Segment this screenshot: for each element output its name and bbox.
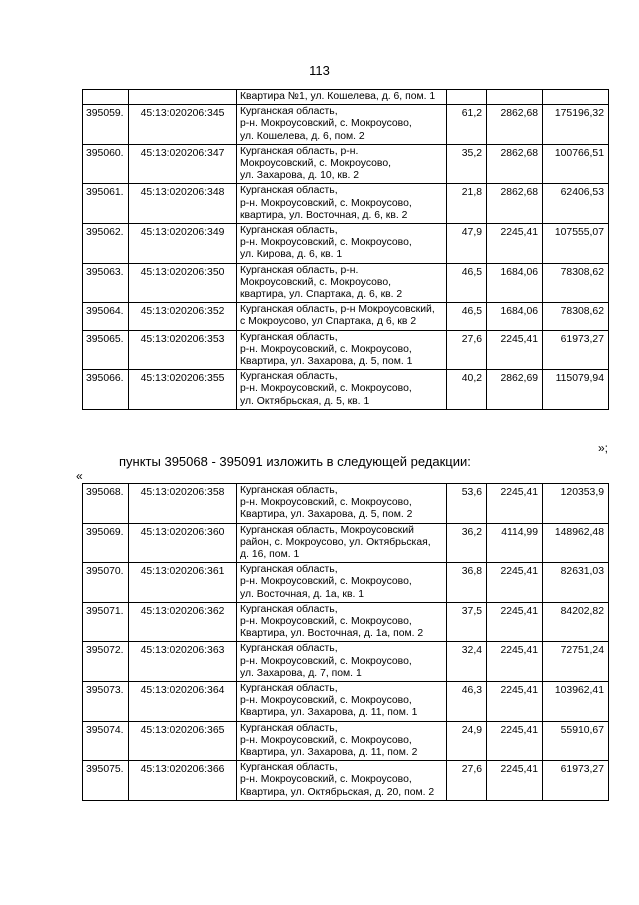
address-line: Квартира, ул. Захарова, д. 5, пом. 1 xyxy=(240,356,413,368)
area-cell: 32,4 xyxy=(447,642,487,682)
id-cell: 395064. xyxy=(83,303,129,330)
area-cell: 37,5 xyxy=(447,602,487,642)
amendment-paragraph: пункты 395068 - 395091 изложить в следующей редакции: xyxy=(119,454,471,469)
price-cell: 2245,41 xyxy=(487,642,543,682)
opening-quote-mark: « xyxy=(76,469,83,483)
area-cell: 46,5 xyxy=(447,303,487,330)
address-cell: Квартира №1, ул. Кошелева, д. 6, пом. 1 xyxy=(237,90,447,105)
area-cell: 46,5 xyxy=(447,263,487,303)
address-cell xyxy=(237,303,447,330)
address-line: ул. Восточная, д. 1а, кв. 1 xyxy=(240,588,365,600)
price-cell: 2245,41 xyxy=(487,761,543,801)
address-line: Квартира, ул. Захарова, д. 5, пом. 2 xyxy=(240,509,413,521)
address-line: р-н. Мокроусовский, с. Мокроусово, xyxy=(240,197,412,209)
address-cell xyxy=(237,330,447,370)
address-line: ул. Кирова, д. 6, кв. 1 xyxy=(240,249,343,261)
closing-quote-mark: »; xyxy=(597,441,608,455)
address-line: р-н. Мокроусовский, с. Мокроусово, xyxy=(240,695,412,707)
total-cell: 62406,53 xyxy=(543,184,609,224)
id-cell: 395071. xyxy=(83,602,129,642)
table-row xyxy=(83,303,609,330)
address-line: Курганская область, xyxy=(240,564,338,576)
address-line: р-н. Мокроусовский, с. Мокроусово, xyxy=(240,655,412,667)
cadastral-cell: 45:13:020206:363 xyxy=(129,642,237,682)
address-line: р-н. Мокроусовский, с. Мокроусово, xyxy=(240,383,412,395)
table-row xyxy=(83,224,609,264)
address-line: Курганская область, xyxy=(240,643,338,655)
id-cell: 395059. xyxy=(83,105,129,145)
cadastral-cell: 45:13:020206:345 xyxy=(129,105,237,145)
area-cell: 53,6 xyxy=(447,484,487,524)
address-line: р-н. Мокроусовский, с. Мокроусово, xyxy=(240,774,412,786)
address-line: р-н. Мокроусовский, с. Мокроусово, xyxy=(240,118,412,130)
table-row xyxy=(83,761,609,801)
area-cell: 21,8 xyxy=(447,184,487,224)
address-cell xyxy=(237,523,447,563)
address-line: Курганская область, xyxy=(240,371,338,383)
total-cell: 82631,03 xyxy=(543,563,609,603)
total-cell: 78308,62 xyxy=(543,263,609,303)
price-cell: 1684,06 xyxy=(487,263,543,303)
address-cell xyxy=(237,184,447,224)
area-cell: 46,3 xyxy=(447,682,487,722)
address-line: д. 16, пом. 1 xyxy=(240,549,300,561)
area-cell xyxy=(447,90,487,105)
id-cell: 395062. xyxy=(83,224,129,264)
area-cell: 61,2 xyxy=(447,105,487,145)
cadastral-cell: 45:13:020206:360 xyxy=(129,523,237,563)
price-cell: 1684,06 xyxy=(487,303,543,330)
cadastral-cell: 45:13:020206:347 xyxy=(129,144,237,184)
cadastral-cell: 45:13:020206:364 xyxy=(129,682,237,722)
address-line: Курганская область, xyxy=(240,185,338,197)
table-row xyxy=(83,370,609,410)
table-row xyxy=(83,642,609,682)
cadastral-cell: 45:13:020206:366 xyxy=(129,761,237,801)
area-cell: 36,8 xyxy=(447,563,487,603)
cadastral-cell: 45:13:020206:350 xyxy=(129,263,237,303)
price-cell xyxy=(487,90,543,105)
total-cell: 115079,94 xyxy=(543,370,609,410)
id-cell: 395068. xyxy=(83,484,129,524)
address-line: Квартира, ул. Восточная, д. 1а, пом. 2 xyxy=(240,628,424,640)
cadastral-cell: 45:13:020206:362 xyxy=(129,602,237,642)
area-cell: 27,6 xyxy=(447,761,487,801)
address-line: Мокроусовский, с. Мокроусово, xyxy=(240,158,391,170)
table-row xyxy=(83,330,609,370)
table-row xyxy=(83,263,609,303)
address-line: Курганская область, р-н Мокроусовский, xyxy=(240,304,435,316)
table-row xyxy=(83,682,609,722)
page-number: 113 xyxy=(309,63,330,78)
total-cell: 148962,48 xyxy=(543,523,609,563)
address-line: Квартира, ул. Захарова, д. 11, пом. 1 xyxy=(240,707,418,719)
total-cell: 61973,27 xyxy=(543,761,609,801)
total-cell: 72751,24 xyxy=(543,642,609,682)
price-cell: 2245,41 xyxy=(487,563,543,603)
address-cell xyxy=(237,761,447,801)
price-cell: 2245,41 xyxy=(487,682,543,722)
address-line: Курганская область, xyxy=(240,762,338,774)
area-cell: 36,2 xyxy=(447,523,487,563)
address-line: ул. Захарова, д. 7, пом. 1 xyxy=(240,667,362,679)
address-line: р-н. Мокроусовский, с. Мокроусово, xyxy=(240,576,412,588)
area-cell: 35,2 xyxy=(447,144,487,184)
price-cell: 2245,41 xyxy=(487,721,543,761)
cadastral-cell xyxy=(129,90,237,105)
price-cell: 2245,41 xyxy=(487,330,543,370)
cadastral-cell: 45:13:020206:358 xyxy=(129,484,237,524)
id-cell: 395061. xyxy=(83,184,129,224)
address-cell xyxy=(237,144,447,184)
area-cell: 27,6 xyxy=(447,330,487,370)
price-cell: 2862,68 xyxy=(487,184,543,224)
address-line: Курганская область, xyxy=(240,331,338,343)
total-cell: 120353,9 xyxy=(543,484,609,524)
total-cell: 175196,32 xyxy=(543,105,609,145)
cadastral-cell: 45:13:020206:365 xyxy=(129,721,237,761)
address-line: Курганская область, xyxy=(240,603,338,615)
price-cell: 2245,41 xyxy=(487,602,543,642)
total-cell: 78308,62 xyxy=(543,303,609,330)
price-cell: 2862,69 xyxy=(487,370,543,410)
address-cell xyxy=(237,602,447,642)
address-line: Курганская область, xyxy=(240,683,338,695)
address-line: Курганская область, xyxy=(240,106,338,118)
address-cell xyxy=(237,682,447,722)
total-cell: 103962,41 xyxy=(543,682,609,722)
total-cell: 107555,07 xyxy=(543,224,609,264)
address-line: р-н. Мокроусовский, с. Мокроусово, xyxy=(240,497,412,509)
id-cell: 395073. xyxy=(83,682,129,722)
cadastral-cell: 45:13:020206:361 xyxy=(129,563,237,603)
id-cell: 395066. xyxy=(83,370,129,410)
table-row xyxy=(83,602,609,642)
id-cell: 395075. xyxy=(83,761,129,801)
address-line: Квартира, ул. Октябрьская, д. 20, пом. 2 xyxy=(240,786,435,798)
address-line: р-н. Мокроусовский, с. Мокроусово, xyxy=(240,343,412,355)
address-line: ул. Октябрьская, д. 5, кв. 1 xyxy=(240,395,370,407)
price-cell: 2862,68 xyxy=(487,105,543,145)
cadastral-cell: 45:13:020206:355 xyxy=(129,370,237,410)
address-line: с Мокроусово, ул Спартака, д 6, кв 2 xyxy=(240,316,417,328)
address-cell xyxy=(237,224,447,264)
total-cell xyxy=(543,90,609,105)
cadastral-cell: 45:13:020206:349 xyxy=(129,224,237,264)
address-line: ул. Захарова, д. 10, кв. 2 xyxy=(240,170,360,182)
address-cell xyxy=(237,563,447,603)
address-line: ул. Кошелева, д. 6, пом. 2 xyxy=(240,130,365,142)
address-line: Курганская область, xyxy=(240,485,338,496)
address-cell xyxy=(237,263,447,303)
address-line: Курганская область, р-н. xyxy=(240,264,359,276)
total-cell: 55910,67 xyxy=(543,721,609,761)
address-line: Курганская область, xyxy=(240,225,338,237)
price-cell: 2862,68 xyxy=(487,144,543,184)
id-cell: 395063. xyxy=(83,263,129,303)
id-cell: 395065. xyxy=(83,330,129,370)
address-line: р-н. Мокроусовский, с. Мокроусово, xyxy=(240,616,412,628)
total-cell: 84202,82 xyxy=(543,602,609,642)
area-cell: 24,9 xyxy=(447,721,487,761)
id-cell: 395060. xyxy=(83,144,129,184)
cadastral-cell: 45:13:020206:353 xyxy=(129,330,237,370)
price-cell: 4114,99 xyxy=(487,523,543,563)
area-cell: 40,2 xyxy=(447,370,487,410)
id-cell: 395070. xyxy=(83,563,129,603)
id-cell: 395074. xyxy=(83,721,129,761)
address-line: Мокроусовский, с. Мокроусово, xyxy=(240,276,391,288)
address-line: р-н. Мокроусовский, с. Мокроусово, xyxy=(240,237,412,249)
price-cell: 2245,41 xyxy=(487,224,543,264)
address-cell xyxy=(237,370,447,410)
table-row xyxy=(83,721,609,761)
address-line: квартира, ул. Восточная, д. 6, кв. 2 xyxy=(240,209,408,221)
table-row xyxy=(83,184,609,224)
address-cell xyxy=(237,642,447,682)
id-cell: 395069. xyxy=(83,523,129,563)
address-line: Курганская область, xyxy=(240,722,338,734)
table-row xyxy=(83,90,609,105)
area-cell: 47,9 xyxy=(447,224,487,264)
cadastral-cell: 45:13:020206:352 xyxy=(129,303,237,330)
table-row xyxy=(83,144,609,184)
address-line: Курганская область, Мокроусовский xyxy=(240,524,414,536)
property-table-2 xyxy=(82,483,609,801)
address-line: р-н. Мокроусовский, с. Мокроусово, xyxy=(240,734,412,746)
id-cell: 395072. xyxy=(83,642,129,682)
address-line: район, с. Мокроусово, ул. Октябрьская, xyxy=(240,536,431,548)
total-cell: 61973,27 xyxy=(543,330,609,370)
total-cell: 100766,51 xyxy=(543,144,609,184)
table-row xyxy=(83,563,609,603)
address-cell xyxy=(237,484,447,524)
address-line: Квартира, ул. Захарова, д. 11, пом. 2 xyxy=(240,747,418,759)
id-cell xyxy=(83,90,129,105)
table-row xyxy=(83,105,609,145)
table-row xyxy=(83,484,609,524)
property-table-1 xyxy=(82,89,609,410)
address-line: квартира, ул. Спартака, д. 6, кв. 2 xyxy=(240,289,403,301)
table-row xyxy=(83,523,609,563)
address-cell xyxy=(237,721,447,761)
address-line: Курганская область, р-н. xyxy=(240,145,359,157)
address-cell xyxy=(237,105,447,145)
cadastral-cell: 45:13:020206:348 xyxy=(129,184,237,224)
price-cell: 2245,41 xyxy=(487,484,543,524)
